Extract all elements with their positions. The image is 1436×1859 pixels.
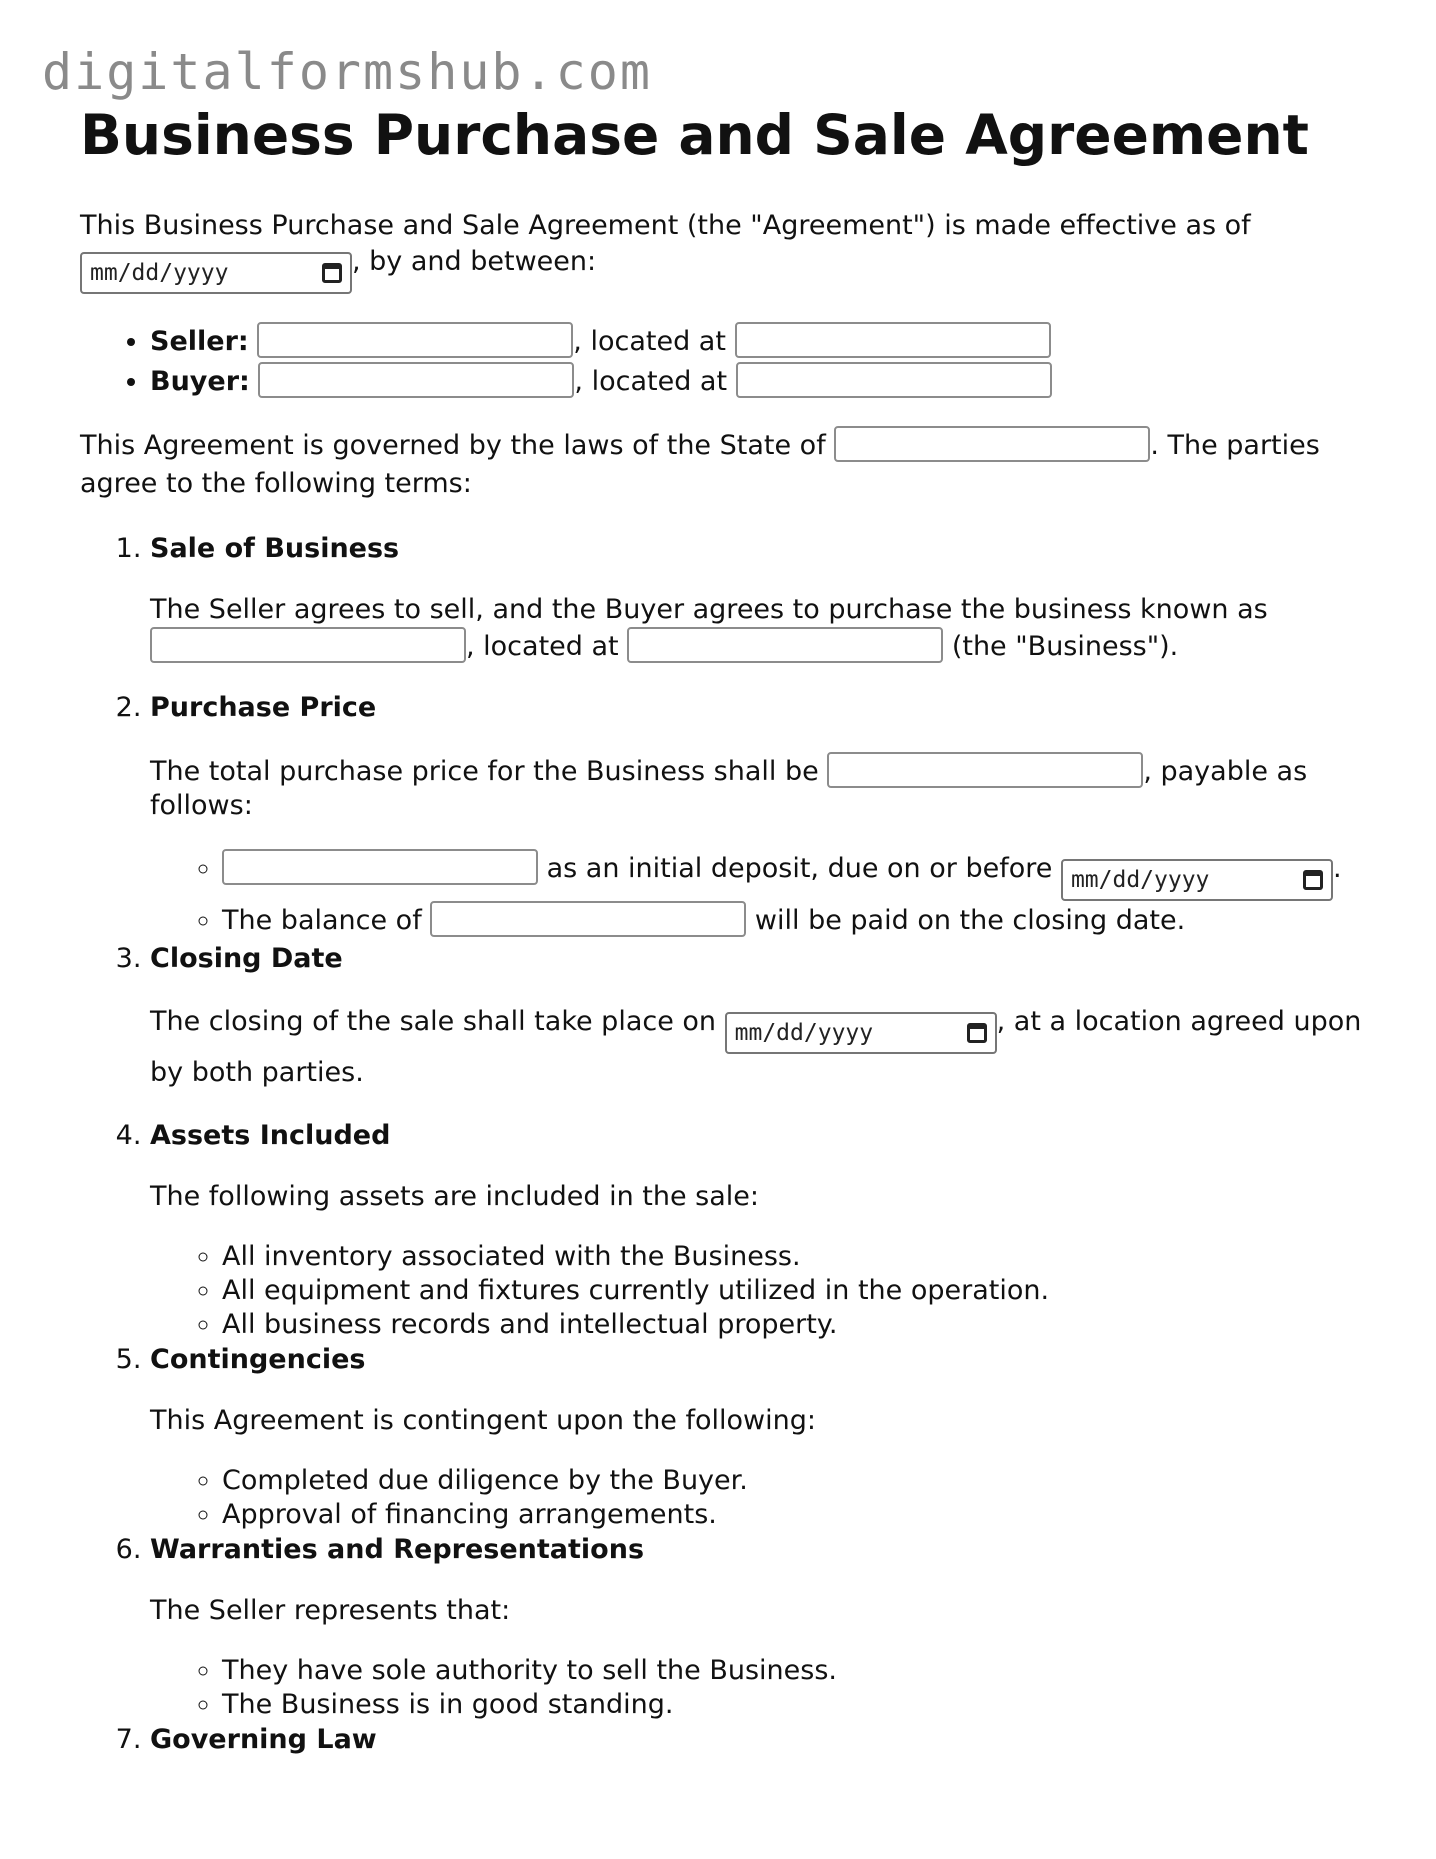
date-placeholder: mm/dd/yyyy [734, 1020, 874, 1046]
list-item: ◦ All inventory associated with the Business. [222, 1240, 1370, 1274]
closing-text: The closing of the sale shall take place on [150, 1006, 717, 1037]
deposit-amount-input[interactable] [222, 849, 538, 885]
sale-text: The Seller agrees to sell, and the Buyer agrees to purchase the business known as [150, 594, 1268, 625]
deposit-end: . [1332, 853, 1342, 884]
party-buyer [150, 362, 1370, 400]
list-item: ◦ They have sole authority to sell the Business. [222, 1654, 1370, 1688]
state-input[interactable] [834, 426, 1150, 462]
governing-text-after: . The parties agree to the following terms: [80, 430, 1320, 499]
section-body [150, 593, 1370, 664]
warranties-list [150, 1654, 1370, 1722]
deposit-date-input[interactable] [1061, 859, 1333, 901]
payment-list [150, 849, 1370, 941]
section-body: This Agreement is contingent upon the following: [150, 1405, 816, 1436]
section-closing [150, 941, 1370, 1092]
section-title: 4. Assets Included [150, 1120, 391, 1151]
date-placeholder: mm/dd/yyyy [1070, 867, 1210, 893]
balance-text-after: will be paid on the closing date. [754, 905, 1186, 936]
section-sale [150, 531, 1370, 664]
watermark: digitalformshub.com [42, 43, 652, 101]
agreement-document [80, 100, 1370, 1784]
balance-text: The balance of [222, 905, 422, 936]
seller-name-input[interactable] [257, 322, 573, 358]
sale-located-text: , located at [466, 631, 619, 662]
section-title: 3. Closing Date [150, 943, 343, 974]
governing-law-paragraph [80, 426, 1370, 503]
sale-text-after: (the "Business"). [951, 631, 1179, 662]
section-governing-law [150, 1722, 1370, 1758]
date-placeholder: mm/dd/yyyy [90, 260, 229, 286]
effective-date-input[interactable] [80, 252, 352, 294]
section-title: 6. Warranties and Representations [150, 1534, 645, 1565]
section-body [150, 1003, 1370, 1092]
section-title: 1. Sale of Business [150, 533, 400, 564]
closing-text-after: , at a location agreed upon by both parties. [150, 1006, 1362, 1088]
section-assets [150, 1118, 1370, 1342]
section-body: The following assets are included in the sale: [150, 1181, 759, 1212]
section-contingencies [150, 1342, 1370, 1532]
terms-list [80, 531, 1370, 1758]
list-item: ◦ The Business is in good standing. [222, 1688, 1370, 1722]
section-price [150, 690, 1370, 941]
balance-amount-input[interactable] [430, 901, 746, 937]
list-item [222, 901, 1370, 941]
governing-text: This Agreement is governed by the laws of the State of [80, 430, 826, 461]
section-warranties [150, 1532, 1370, 1722]
seller-located-text: , located at [573, 326, 726, 357]
seller-label: Seller: [150, 326, 249, 357]
intro-text: This Business Purchase and Sale Agreement (the "Agreement") is made effective as of [80, 210, 1251, 241]
section-title: 5. Contingencies [150, 1344, 366, 1375]
parties-list [80, 322, 1370, 400]
closing-date-input[interactable] [725, 1012, 997, 1054]
purchase-price-input[interactable] [827, 752, 1143, 788]
section-title: 7. Governing Law [150, 1724, 377, 1755]
intro-text-after: , by and between: [352, 246, 597, 277]
list-item: ◦ All business records and intellectual property. [222, 1308, 1370, 1342]
buyer-located-text: , located at [574, 366, 728, 397]
deposit-text: as an initial deposit, due on or before [546, 853, 1053, 884]
business-name-input[interactable] [150, 627, 466, 663]
calendar-icon[interactable] [1303, 870, 1323, 890]
price-text-after: , payable as follows: [150, 756, 1308, 821]
page-title: Business Purchase and Sale Agreement [80, 103, 1309, 167]
price-text: The total purchase price for the Business shall be [150, 756, 819, 787]
intro-paragraph [80, 208, 1370, 294]
buyer-name-input[interactable] [258, 362, 574, 398]
buyer-address-input[interactable] [736, 362, 1052, 398]
calendar-icon[interactable] [322, 263, 342, 283]
list-item: ◦ Approval of financing arrangements. [222, 1498, 1370, 1532]
party-seller [150, 322, 1370, 360]
list-item: ◦ Completed due diligence by the Buyer. [222, 1464, 1370, 1498]
buyer-label: Buyer: [150, 366, 250, 397]
section-title: 2. Purchase Price [150, 692, 377, 723]
business-address-input[interactable] [627, 627, 943, 663]
section-body: The Seller represents that: [150, 1595, 511, 1626]
contingencies-list [150, 1464, 1370, 1532]
list-item [222, 849, 1370, 901]
calendar-icon[interactable] [967, 1023, 987, 1043]
section-body [150, 752, 1370, 823]
list-item: ◦ All equipment and fixtures currently utilized in the operation. [222, 1274, 1370, 1308]
seller-address-input[interactable] [735, 322, 1051, 358]
assets-list [150, 1240, 1370, 1342]
